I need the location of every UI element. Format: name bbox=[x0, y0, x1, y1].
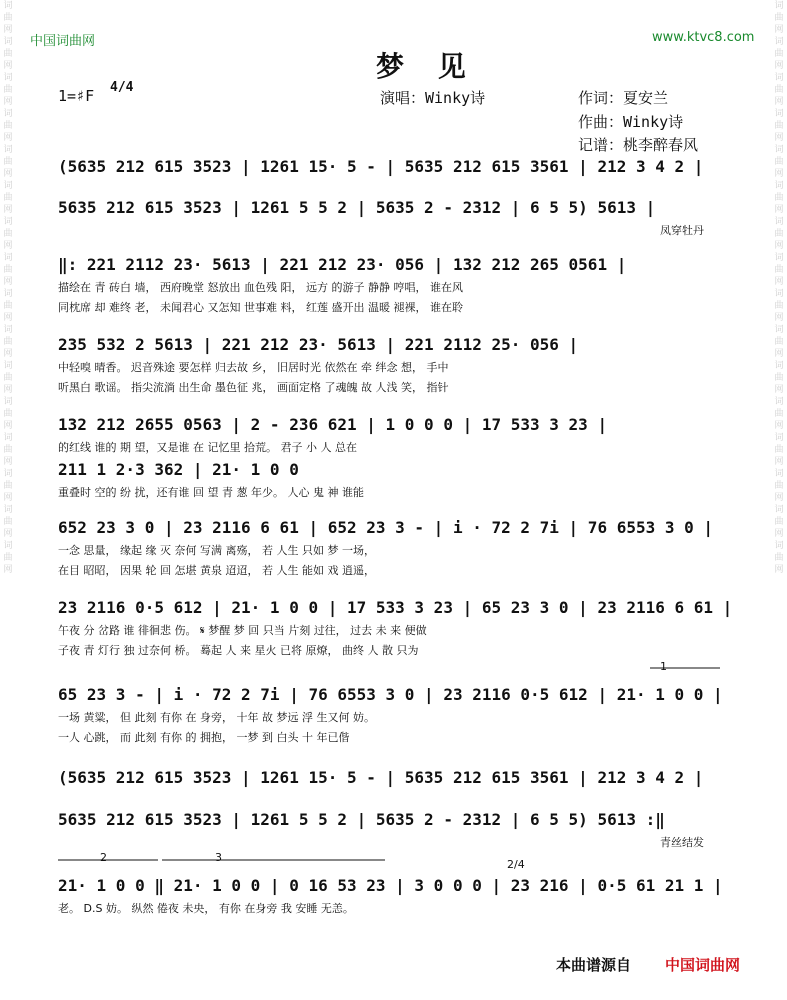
score-line-lyric: 同枕席 却 难终 老， 未闻君心 又怎知 世事难 料， 红莲 盛开出 温暖 褪裸， 谁在聆 bbox=[58, 301, 463, 314]
score-line-lyric: 一念 思量， 缘起 缘 灭 奈何 写满 离殇， 若 人生 只如 梦 一场， bbox=[58, 544, 375, 557]
score-line-lyric: 凤穿牡丹 bbox=[660, 224, 704, 237]
score-line-notes: ‖: 221 2112 23· 5613 | 221 212 23· 056 | 132 212 265 0561 | bbox=[58, 255, 627, 274]
score-line-lyric: 午夜 分 岔路 谁 徘徊悲 伤。 𝄋 梦醒 梦 回 只当 片刻 过往， 过去 未 来 便做 bbox=[58, 624, 427, 637]
score-line-lyric: 听黑白 歌谣。 指尖流淌 出生命 墨色征 兆， 画面定格 了魂魄 故 人浅 笑， 指针 bbox=[58, 381, 449, 394]
transcriber-credit: 记谱：桃李醉春风 bbox=[578, 136, 699, 154]
volta-number-1: 1 bbox=[660, 660, 667, 673]
score-line-lyric: 描绘在 青 砖白 墙， 西府晚堂 怒放出 血色残 阳， 远方 的游子 静静 哼唱， 谁在风 bbox=[58, 281, 463, 294]
meter-change: 2/4 bbox=[507, 858, 525, 871]
score-line-lyric: 一人 心跳， 而 此刻 有你 的 拥抱， 一梦 到 白头 十 年已偕 bbox=[58, 731, 350, 744]
volta-number-3: 3 bbox=[215, 851, 222, 864]
site-url-right: www.ktvc8.com bbox=[652, 30, 755, 45]
score-line-lyric: 中轻嗅 晴香。 迟音殊途 要怎样 归去故 乡， 旧居时光 依然在 牵 绊念 想， 手中 bbox=[58, 361, 449, 374]
song-title: 梦 见 bbox=[376, 50, 478, 83]
time-signature-text: 4/4 bbox=[110, 80, 134, 95]
score-line-notes: (5635 212 615 3523 | 1261 15· 5 - | 5635 212 615 3561 | 212 3 4 2 | bbox=[58, 157, 704, 176]
score-line-lyric: 一场 黄粱， 但 此刻 有你 在 身旁， 十年 故 梦远 浮 生又何 妨。 bbox=[58, 711, 375, 724]
key-signature: 1=♯F bbox=[58, 87, 95, 105]
score-line-lyric: 的红线 谁的 期 望，又是谁 在 记忆里 拾荒。 君子 小 人 总在 bbox=[58, 441, 357, 454]
score-line-notes: 65 23 3 - | i · 72 2 7i | 76 6553 3 0 | 23 2116 0·5 612 | 21· 1 0 0 | bbox=[58, 685, 723, 704]
score-line-notes: (5635 212 615 3523 | 1261 15· 5 - | 5635 212 615 3561 | 212 3 4 2 | bbox=[58, 768, 704, 787]
composer-credit: 作曲：Winky诗 bbox=[578, 113, 684, 131]
score-line-notes: 652 23 3 0 | 23 2116 6 61 | 652 23 3 - | i · 72 2 7i | 76 6553 3 0 | bbox=[58, 518, 714, 537]
score-line-notes: 5635 212 615 3523 | 1261 5 5 2 | 5635 2 - 2312 | 6 5 5) 5613 :‖ bbox=[58, 810, 665, 829]
score-line-notes: 23 2116 0·5 612 | 21· 1 0 0 | 17 533 3 23 | 65 23 3 0 | 23 2116 6 61 | bbox=[58, 598, 733, 617]
side-watermark-right: 词曲网词曲网词曲网词曲网词曲网词曲网词曲网词曲网词曲网词曲网词曲网词曲网词曲网词曲网词曲网词曲网 bbox=[774, 1, 784, 575]
score-line-notes: 21· 1 0 0 ‖ 21· 1 0 0 | 0 16 53 23 | 3 0 0 0 | 23 216 | 0·5 61 21 1 | bbox=[58, 876, 723, 895]
footer-source-site[interactable]: 中国词曲网 bbox=[665, 956, 741, 974]
score-line-notes: 235 532 2 5613 | 221 212 23· 5613 | 221 2112 25· 056 | bbox=[58, 335, 579, 354]
singer-credit: 演唱：Winky诗 bbox=[380, 89, 486, 107]
side-watermark-left: 词曲网词曲网词曲网词曲网词曲网词曲网词曲网词曲网词曲网词曲网词曲网词曲网词曲网词曲网词曲网词曲网 bbox=[3, 1, 13, 575]
score-line-lyric: 青丝结发 bbox=[660, 836, 704, 849]
score-line-lyric: 子夜 青 灯行 独 过奈何 桥。 蓦起 人 来 星火 已将 原燎， 曲终 人 散 只为 bbox=[58, 644, 419, 657]
footer-source-label: 本曲谱源自 bbox=[556, 956, 632, 974]
score-line-lyric: 老。 D.S 妨。 纵然 倦夜 未央， 有你 在身旁 我 安睡 无恙。 bbox=[58, 902, 354, 915]
score-line-lyric: 在目 昭昭， 因果 轮 回 怎堪 黄泉 迢迢， 若 人生 能如 戏 逍遥， bbox=[58, 564, 375, 577]
score-line-notes: 132 212 2655 0563 | 2 - 236 621 | 1 0 0 0 | 17 533 3 23 | bbox=[58, 415, 608, 434]
score-line-notes: 5635 212 615 3523 | 1261 5 5 2 | 5635 2 - 2312 | 6 5 5) 5613 | bbox=[58, 198, 656, 217]
score-line-notes: 211 1 2·3 362 | 21· 1 0 0 bbox=[58, 460, 299, 479]
volta-number-2: 2 bbox=[100, 851, 107, 864]
site-name-left: 中国词曲网 bbox=[30, 34, 96, 49]
score-line-lyric: 重叠时 空的 纷 扰，还有谁 回 望 青 葱 年少。 人心 鬼 神 谁能 bbox=[58, 486, 364, 499]
lyricist-credit: 作词：夏安兰 bbox=[578, 89, 669, 107]
